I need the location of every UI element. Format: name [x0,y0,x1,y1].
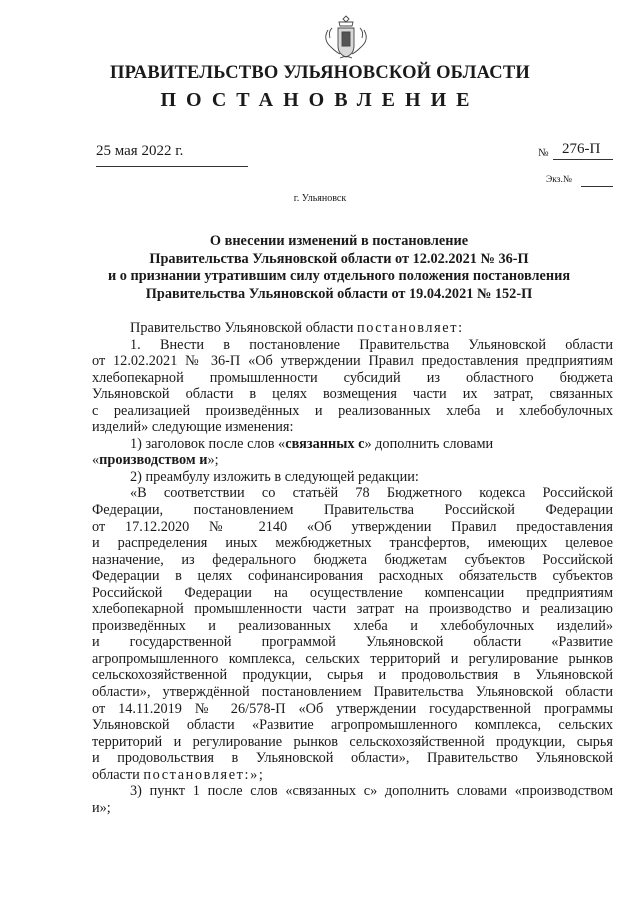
government-name: ПРАВИТЕЛЬСТВО УЛЬЯНОВСКОЙ ОБЛАСТИ [110,63,530,83]
paragraph-line: с реализацией произведённых и реализованных хлеба и хлебобулочных [92,402,613,419]
item-3-line: и»; [92,799,111,816]
number-sign: № [538,147,549,159]
item-1-line [92,452,613,469]
coat-of-arms-emblem [320,12,372,62]
copy-number-underline [581,186,613,187]
quote-line: области», утверждённой постановлением Правительства Ульяновской области [92,684,613,701]
document-type-title: ПОСТАНОВЛЕНИЕ [160,89,480,111]
document-date: 25 мая 2022 г. [96,143,184,159]
quote-line: «В соответствии со статьёй 78 Бюджетного кодекса Российской [130,485,613,502]
number-underline [553,159,613,160]
quote-line: назначение, из федерального бюджета бюджетам субъектов Российской [92,551,613,568]
quote-end-text: области [92,766,144,783]
quote-line: от 14.11.2019 № 26/578-П «Об утверждении государственной программы [92,700,613,717]
heading-line: Правительства Ульяновской области от 12.02.2021 № 36-П [149,250,529,267]
paragraph-line: хлебопекарной промышленности субсидий из областного бюджета [92,369,613,386]
quote-end-decree-word: постановляет:»; [143,766,265,783]
paragraph-line: от 12.02.2021 № 36-П «Об утверждении Правил предоставления предприятиям [92,353,613,370]
quote-line: Российской Федерации на осуществление компенсации предприятиям [92,584,613,601]
quote-line: агропромышленного комплекса, сельских территорий и регулирование рынков [92,650,613,667]
date-underline [96,166,248,167]
heading-line: О внесении изменений в постановление [209,233,469,249]
item-1-text: « [92,452,100,469]
item-1-bold-text: производством и [99,452,208,469]
paragraph-line: 1. Внести в постановление Правительства Ульяновской области [130,336,613,353]
city-name: г. Ульяновск [293,193,347,204]
paragraph-line: изделий» следующие изменения: [92,419,294,436]
quote-end-line [92,767,613,784]
item-1-text: » дополнить словами [364,435,494,452]
heading-line: и о признании утратившим силу отдельного положения постановления [107,268,571,285]
intro-decree-word: постановляет: [356,320,464,336]
quote-line: и распределения иных межбюджетных трансфертов, имеющих целевое [92,535,613,552]
quote-line: Федерации, постановлением Правительства Российской Федерации [92,502,613,519]
intro-paragraph [92,320,613,337]
quote-line: и государственной программой Ульяновской области «Развитие [92,634,613,651]
quote-line: Ульяновской области «Развитие агропромышленного комплекса, сельских [92,717,613,734]
document-number: 276-П [562,141,601,157]
quote-line: от 17.12.2020 № 2140 «Об утверждении Правил предоставления [92,518,613,535]
item-2-line: 2) преамбулу изложить в следующей редакции: [130,468,419,485]
intro-text: Правительство Ульяновской области [130,320,357,336]
quote-line: хлебопекарной промышленности части затрат на производство и реализацию [92,601,613,618]
item-3-line: 3) пункт 1 после слов «связанных с» дополнить словами «производством [130,783,613,800]
heading-line: Правительства Ульяновской области от 19.04.2021 № 152-П [145,285,533,302]
quote-line: произведённых и реализованных хлеба и хлебобулочных изделий» [92,617,613,634]
quote-line: сельскохозяйственной продукции, сырья и продовольствия в Ульяновской [92,667,613,684]
item-1-text: 1) заголовок после слов « [130,435,286,452]
quote-line: и продовольствия в Ульяновской области», Правительство Ульяновской [92,750,613,767]
document-heading [60,233,618,303]
document-body [92,320,613,816]
copy-number-label: Экз.№ [546,175,572,185]
item-1-line [92,436,613,453]
item-1-text: »; [207,452,219,469]
paragraph-line: Ульяновской области в целях возмещения части их затрат, связанных [92,386,613,403]
quote-line: территорий и регулирование рынков сельскохозяйственной продукции, сырья [92,733,613,750]
item-1-bold-text: связанных с [285,435,365,452]
quote-line: Федерации в целях софинансирования расходных обязательств субъектов [92,568,613,585]
